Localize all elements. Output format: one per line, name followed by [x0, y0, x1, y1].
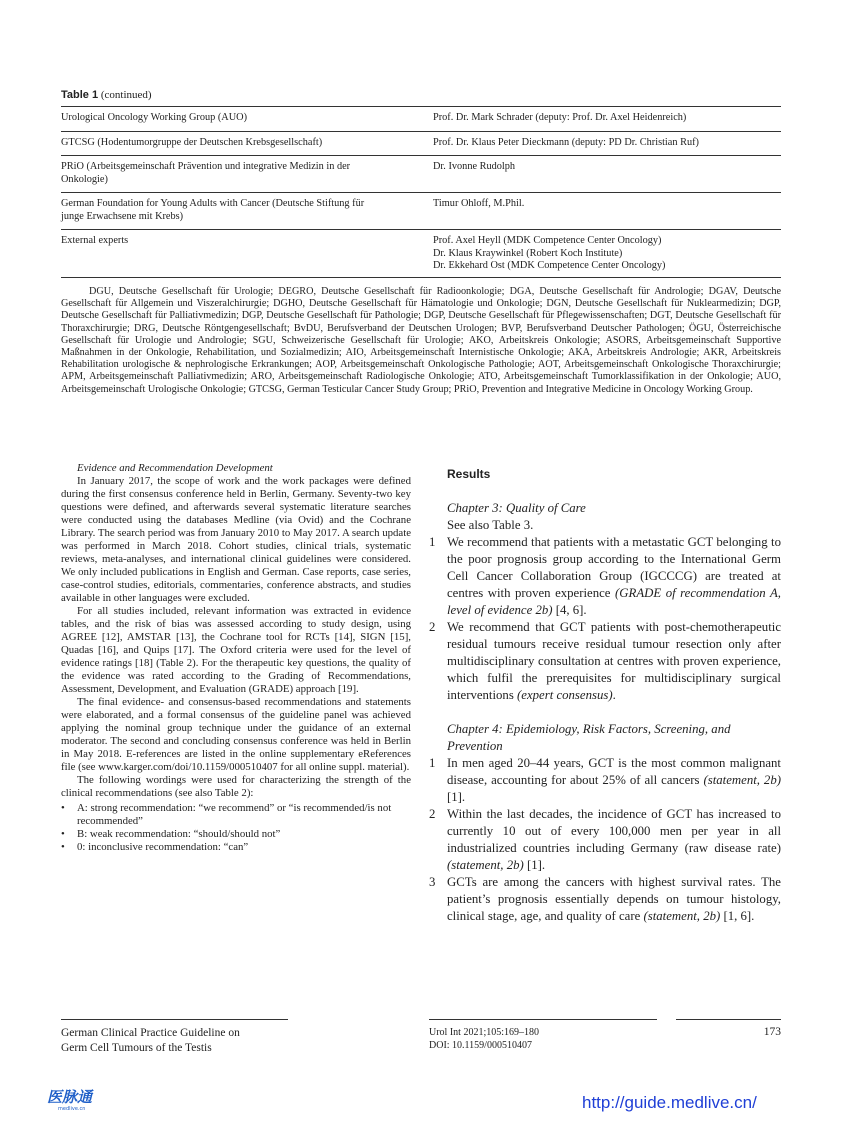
representative-name: Prof. Dr. Mark Schrader (deputy: Prof. Dr. Axel Heidenreich): [433, 112, 687, 123]
representative-name: Dr. Ivonne Rudolph: [433, 161, 516, 172]
statement-text: We recommend that patients with a metastatic GCT belonging to the poor prognosis group according to the International Germ Cell Cancer Collaboration Group (IGCCCG) are treated at centres with proven experience: [447, 535, 781, 600]
table-row: [61, 156, 781, 193]
statement-number: 1: [429, 756, 436, 770]
statement-number: 3: [429, 875, 436, 889]
group-name: Onkologie): [61, 173, 108, 185]
footer-divider: [676, 1019, 781, 1020]
table-abbreviations: DGU, Deutsche Gesellschaft für Urologie; DEGRO, Deutsche Gesellschaft für Radioonkologie; DGA, Deutsche Gesellschaft für Andrologie; DGAV, Deutsche Gesellschaft für Allgemein und Viszeralchirurgie; DGHO, Deutsche Gesellschaft für Hämatologie und Onkologie; DGN, Deutsche Gesellschaft für Nuklearmedizin; DGP, Deutsche Gesellschaft für Palliativmedizin; DGP, Deutsche Gesellschaft für Pathologie; DGP, Deutsche Gesellschaft für Pflegewissenschaften; DGT, Deutsche Gesellschaft für Thoraxchirurgie; DRG, Deutsche Röntgengesellschaft; BvDU, Berufsverband der Deutschen Urologen; BVP, Berufsverband Deutscher Pathologen; ÖGU, Österreichische Gesellschaft für Urologie und Andrologie; SGU, Schweizerische Gesellschaft für Urologie; AKO, Arbeitskreis Onkologie; ASORS, Arbeitsgemeinschaft Supportive Maßnahmen in der Onkologie, Rehabilitation, und Sozialmedizin; AIO, Arbeitsgemeinschaft Internistische Onkologie; AKA, Arbeitskreis Andrologie; AKR, Arbeitskreis Rehabilitation urologische & nephrologische Erkrankungen; AOP, Arbeitsgemeinschaft Onkologische Pathologie; AOT, Arbeitsgemeinschaft Onkologische Thoraxchirurgie; APM, Arbeitsgemeinschaft Palliativmedizin; ARO, Arbeitsgemeinschaft Radiologische Onkologie; ATO, Arbeitsgemeinschaft Tumorklassifikation in der Onkologie; AUO, Arbeitsgemeinschaft Urologische Onkologie; GTCSG, German Testicular Cancer Study Group; PRiO, Prevention and Integrative Medicine in Oncology Working Group.: [61, 286, 781, 395]
journal-citation: [429, 1026, 539, 1052]
statement-text: We recommend that GCT patients with post-chemotherapeutic residual tumours receive residual tumour resection only after multidisciplinary consultation at centres with proven experience, which fulfil the prerequisites for multidisciplinary surgical interventions: [447, 620, 781, 702]
statement-text: GCTs are among the cancers with highest survival rates. The patient’s prognosis essentially depends on tumour histology, clinical stage, age, and quality of care: [447, 875, 781, 923]
chapter-3-statements: [429, 534, 781, 704]
statement-references: [1, 6].: [720, 909, 755, 923]
representative-name: Prof. Dr. Klaus Peter Dieckmann (deputy: PD Dr. Christian Ruf): [433, 136, 699, 148]
watermark-url[interactable]: http://guide.medlive.cn/: [582, 1093, 757, 1112]
table-label: Table 1: [61, 89, 99, 101]
statement-item: [429, 755, 781, 806]
table-caption: [61, 89, 152, 101]
left-column: [61, 462, 411, 854]
group-name: GTCSG (Hodentumorgruppe der Deutschen Krebsgesellschaft): [61, 136, 323, 148]
page-number: 173: [763, 1026, 781, 1038]
statement-text: Within the last decades, the incidence of GCT has increased to currently 10 out of every 100,000 men per year in all industrialized countries including Germany (raw disease rate): [447, 807, 781, 855]
group-cell: [61, 107, 433, 132]
table-row: [61, 193, 781, 230]
table-row: [61, 230, 781, 278]
statement-references: [1].: [447, 790, 466, 804]
statement-text: In men aged 20–44 years, GCT is the most common malignant disease, accounting for about 25% of all cancers: [447, 756, 781, 787]
paragraph-2: For all studies included, relevant information was extracted in evidence tables, and the risk of bias was assessed according to study design, using AGREE [12], AMSTAR [13], the Cochrane tool for RCTs [14], SIGN [15], Quadas [16], and Quips [17]. The Oxford criteria were used for the level of evidence ratings [18] (Table 2). For the therapeutic key questions, the quality of the evidence was rated according to the Grading of Recommendations, Assessment, Development, and Evaluation (GRADE) approach [19].: [61, 605, 411, 695]
statement-item: [429, 874, 781, 925]
chapter-3-title: Chapter 3: Quality of Care: [447, 501, 586, 515]
running-title-line: German Clinical Practice Guideline on: [61, 1027, 240, 1039]
recommendation-wordings-list: [61, 802, 411, 854]
evidence-grade: (expert consensus): [517, 688, 613, 702]
representative-cell: [433, 193, 781, 230]
group-cell: [61, 131, 433, 156]
paragraph-3: The final evidence- and consensus-based recommendations and statements were elaborated, and a formal consensus of the guideline panel was achieved applying the nominal group technique under the guidance of an external moderator. The second and concluding consensus conference was held in Berlin in May 2018. E-references are listed in the online supplementary eReferences file (see www.karger.com/doi/10.1159/000510407 for all online suppl. material).: [61, 696, 411, 773]
list-item: • 0: inconclusive recommendation: “can”: [61, 841, 411, 854]
journal-reference: Urol Int 2021;105:169–180: [429, 1027, 539, 1038]
evidence-grade: (statement, 2b): [703, 773, 781, 787]
doi: DOI: 10.1159/000510407: [429, 1040, 532, 1051]
representative-name: Timur Ohloff, M.Phil.: [433, 198, 525, 209]
statement-item: [429, 534, 781, 619]
paragraph-4: The following wordings were used for characterizing the strength of the clinical recommendations (see also Table 2):: [61, 774, 411, 799]
evidence-grade: (GRADE of recommendation A, level of evidence 2b): [447, 586, 782, 617]
representative-name: Dr. Ekkehard Ost (MDK Competence Center Oncology): [433, 260, 666, 271]
group-cell: [61, 156, 433, 193]
representative-cell: [433, 131, 781, 156]
paragraph-1: In January 2017, the scope of work and the work packages were defined during the first consensus conference held in Berlin, Germany. Seventy-two key questions were defined, and afterwards several systematic literature searches were conducted using the databases Medline (via Ovid) and the Cochrane Library. The search period was from January 2010 to May 2017. A search update was performed in March 2018. Cohort studies, clinical trials, systematic reviews, meta-analyses, and international clinical guidelines were considered. We only included publications in English and German. Case reports, case series, case-control studies, editorials, commentaries, conference abstracts, and studies available in other languages were excluded.: [61, 475, 411, 604]
representative-cell: [433, 107, 781, 132]
group-name: External experts: [61, 235, 129, 246]
representative-cell: [433, 156, 781, 193]
running-title-line: Germ Cell Tumours of the Testis: [61, 1042, 212, 1054]
logo-subtext: medlive.cn: [58, 1106, 86, 1112]
table-row: [61, 131, 781, 156]
representative-name: Prof. Axel Heyll (MDK Competence Center Oncology): [433, 235, 662, 246]
group-cell: [61, 230, 433, 278]
table-caption-suffix: (continued): [98, 89, 152, 101]
running-title: [61, 1026, 240, 1056]
statement-number: 2: [429, 620, 436, 634]
chapter-4-statements: [429, 755, 781, 925]
logo-text: 医脉通: [47, 1088, 93, 1106]
statement-references: [1].: [523, 858, 546, 872]
chapter-3-see-also: See also Table 3.: [447, 518, 534, 532]
medlive-logo: [46, 1086, 110, 1112]
representative-cell: [433, 230, 781, 278]
results-heading: Results: [447, 467, 491, 481]
statement-item: [429, 806, 781, 874]
evidence-grade: (statement, 2b): [447, 858, 524, 872]
chapter-4-title: Chapter 4: Epidemiology, Risk Factors, Screening, and Prevention: [447, 722, 731, 753]
statement-references: [4, 6].: [552, 603, 587, 617]
group-name: PRiO (Arbeitsgemeinschaft Prävention und integrative Medizin in der: [61, 161, 351, 172]
statement-number: 2: [429, 807, 436, 821]
group-cell: [61, 193, 433, 230]
evidence-grade: (statement, 2b): [643, 909, 721, 923]
footer-divider: [61, 1019, 288, 1020]
footer-divider: [429, 1019, 657, 1020]
right-column: [429, 466, 781, 925]
group-name: Urological Oncology Working Group (AUO): [61, 112, 248, 123]
statement-item: [429, 619, 781, 704]
list-item: • B: weak recommendation: “should/should not”: [61, 828, 411, 841]
section-heading: Evidence and Recommendation Development: [77, 462, 273, 474]
group-name: junge Erwachsene mit Krebs): [61, 210, 184, 222]
representative-name: Dr. Klaus Kraywinkel (Robert Koch Institute): [433, 247, 623, 259]
statement-number: 1: [429, 535, 436, 549]
list-item: • A: strong recommendation: “we recommend” or “is recommended/is not recommended”: [61, 802, 411, 828]
table-row: [61, 107, 781, 132]
committee-table: [61, 106, 781, 278]
statement-references: .: [612, 688, 616, 702]
group-name: German Foundation for Young Adults with Cancer (Deutsche Stiftung für: [61, 198, 365, 209]
